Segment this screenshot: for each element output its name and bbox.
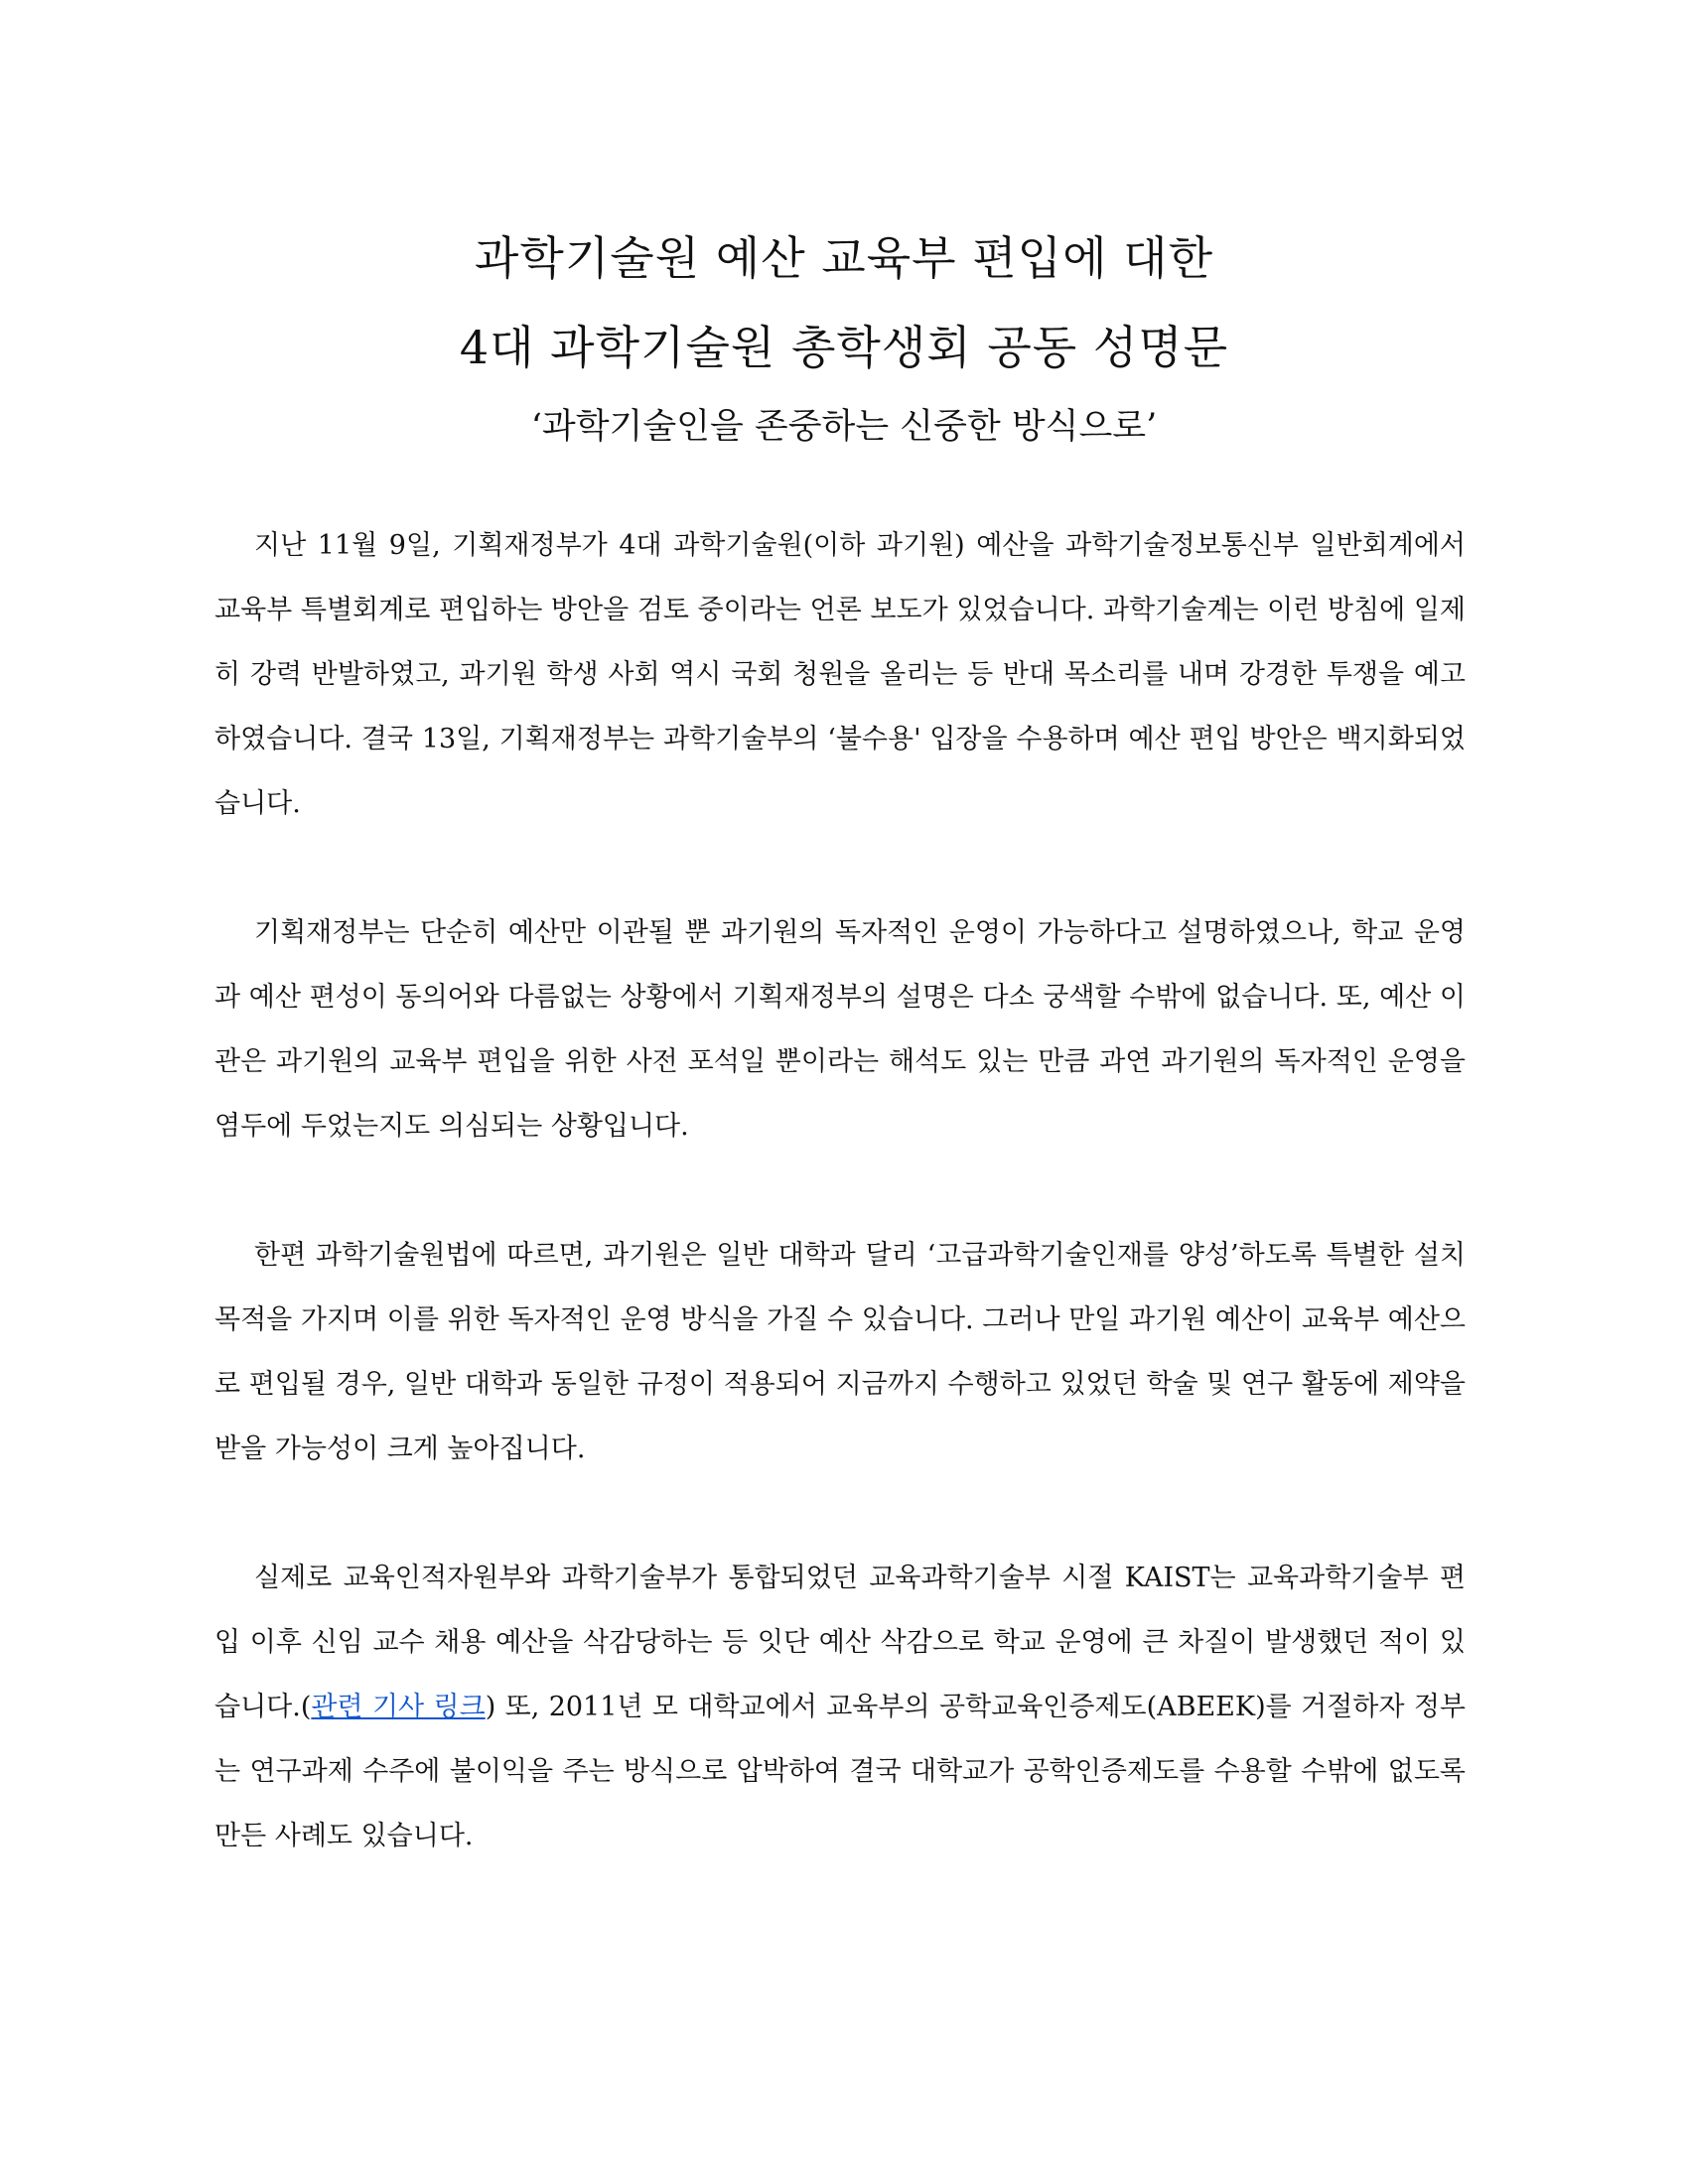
paragraph-1: 지난 11월 9일, 기획재정부가 4대 과학기술원(이하 과기원) 예산을 과학기술정보통신부 일반회계에서 교육부 특별회계로 편입하는 방안을 검토 중이라는 언론 보도가 있었습니다. 과학기술계는 이런 방침에 일제히 강력 반발하였고, 과기원 학생 사회 역시 국회 청원을 올리는 등 반대 목소리를 내며 강경한 투쟁을 예고하였습니다. 결국 13일, 기획재정부는 과학기술부의 ‘불수용' 입장을 수용하며 예산 편입 방안은 백지화되었습니다. [214, 530, 1466, 819]
document-subtitle: ‘과학기술인을 존중하는 신중한 방식으로’ [530, 407, 1158, 447]
paragraph-2: 기획재정부는 단순히 예산만 이관될 뿐 과기원의 독자적인 운영이 가능하다고 설명하였으나, 학교 운영과 예산 편성이 동의어와 다름없는 상황에서 기획재정부의 설명은 다소 궁색할 수밖에 없습니다. 또, 예산 이관은 과기원의 교육부 편입을 위한 사전 포석일 뿐이라는 해석도 있는 만큼 과연 과기원의 독자적인 운영을 염두에 두었는지도 의심되는 상황입니다. [214, 917, 1466, 1142]
paragraph-4-text-after-link: ) 또, 2011년 모 대학교에서 교육부의 공학교육인증제도(ABEEK)를 거절하자 정부는 연구과제 수주에 불이익을 주는 방식으로 압박하여 결국 대학교가 공학인증제도를 수용할 수밖에 없도록 만든 사례도 있습니다. [214, 1692, 1466, 1851]
statement-body [214, 513, 1466, 1933]
related-article-link[interactable]: 관련 기사 링크 [311, 1692, 486, 1722]
paragraph-4-text-before-link: 실제로 교육인적자원부와 과학기술부가 통합되었던 교육과학기술부 시절 KAIST는 교육과학기술부 편입 이후 신임 교수 채용 예산을 삭감당하는 등 잇단 예산 삭감으로 학교 운영에 큰 차질이 발생했던 적이 있습니다.( [214, 1563, 1466, 1722]
document-title-line-1: 과학기술원 예산 교육부 편입에 대한 [474, 231, 1214, 285]
title-block [0, 213, 1688, 462]
paragraph-3: 한편 과학기술원법에 따르면, 과기원은 일반 대학과 달리 ‘고급과학기술인재를 양성’하도록 특별한 설치 목적을 가지며 이를 위한 독자적인 운영 방식을 가질 수 있습니다. 그러나 만일 과기원 예산이 교육부 예산으로 편입될 경우, 일반 대학과 동일한 규정이 적용되어 지금까지 수행하고 있었던 학술 및 연구 활동에 제약을 받을 가능성이 크게 높아집니다. [214, 1240, 1466, 1464]
paragraph-4 [214, 1546, 1466, 1868]
document-title-line-2: 4대 과학기술원 총학생회 공동 성명문 [459, 321, 1229, 374]
